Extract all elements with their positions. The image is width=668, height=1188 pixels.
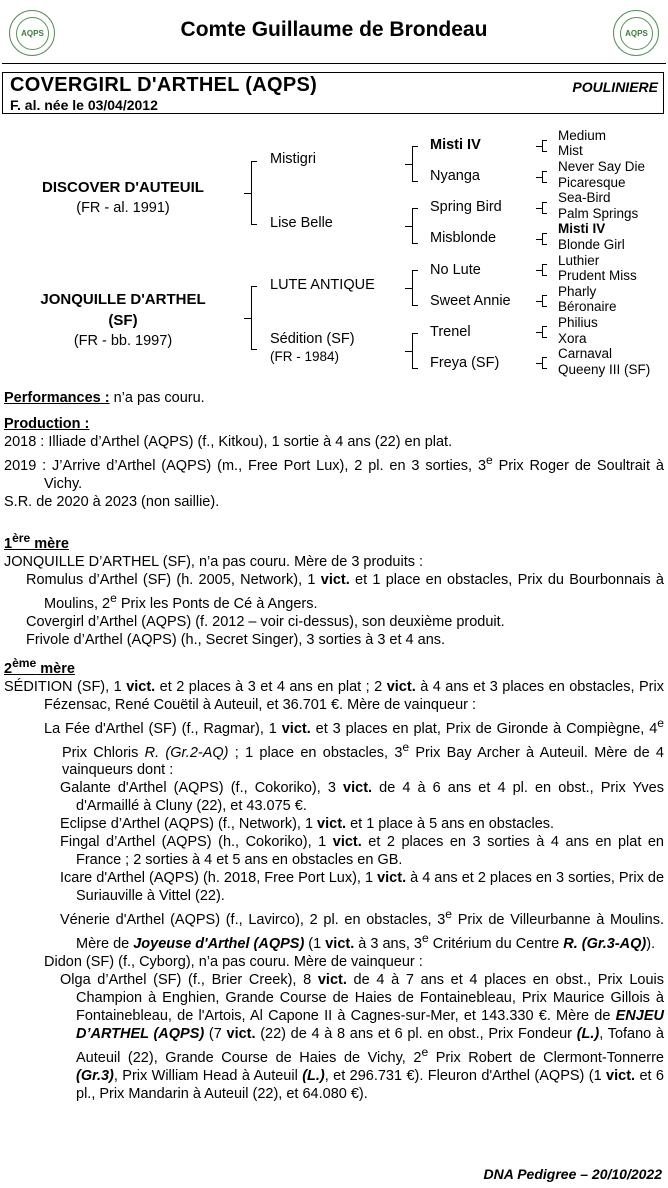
footer: DNA Pedigree – 20/10/2022 xyxy=(483,1166,662,1182)
gen4-name: Blonde Girl xyxy=(558,237,625,252)
gen2-sire-sire: Mistigri xyxy=(270,151,316,167)
gen4-name: Philius xyxy=(558,315,598,330)
text: , Tofano à Auteuil (22), Grande Course de Haies de Vichy, 2 xyxy=(76,1026,664,1066)
gen4-name: Sea-Bird xyxy=(558,190,611,205)
aqps-logo-left: AQPS xyxy=(9,10,55,56)
text: (7 xyxy=(204,1026,227,1043)
text: ). xyxy=(646,936,656,953)
production-sr: S.R. de 2020 à 2023 (non saillie). xyxy=(4,493,220,510)
bracket xyxy=(536,177,543,178)
race-grade: (L.) xyxy=(302,1067,325,1084)
text: et 1 place à 5 ans en obstacles. xyxy=(346,816,555,833)
text: et 1 place en obstacles, Prix du Bourbonnais à Moulins, 2 xyxy=(44,571,664,612)
gen4-name: Pharly xyxy=(558,284,597,299)
production-year: 2019 : xyxy=(4,457,47,474)
text: Romulus d’Arthel (SF) (h. 2005, Network), 1 xyxy=(26,571,321,588)
dam-breed: (SF) xyxy=(108,312,138,329)
gen2-dam-sire: LUTE ANTIQUE xyxy=(270,277,375,293)
sup: e xyxy=(486,453,493,467)
production-text: Prix Roger de Soultrait à Vichy. xyxy=(44,457,664,492)
gen4-name: Mist xyxy=(558,143,583,158)
first-dam-label xyxy=(4,531,69,552)
label-word: mère xyxy=(30,535,69,552)
gen4-name: Palm Springs xyxy=(558,206,639,221)
sup: e xyxy=(402,739,410,754)
text: et 2 places à 3 et 4 ans en plat ; 2 xyxy=(155,678,387,695)
text: La Fée d'Arthel (SF) (f., Ragmar), 1 xyxy=(44,720,282,737)
gen4-name: Misti IV xyxy=(558,221,606,236)
text: ; 1 place en obstacles, 3 xyxy=(228,744,403,761)
horse-name: COVERGIRL D'ARTHEL (AQPS) xyxy=(10,74,318,96)
vict: vict. xyxy=(332,834,362,851)
page-title: Comte Guillaume de Brondeau xyxy=(180,18,488,41)
bracket xyxy=(405,164,413,165)
bracket xyxy=(244,318,252,319)
produce-didon: Didon (SF) (f., Cyborg), n’a pas couru. Mère de vainqueur : xyxy=(44,954,423,971)
production-text: Illiade d’Arthel (AQPS) (f., Kitkou), 1 sortie à 4 ans (22) en plat. xyxy=(44,434,453,450)
race-grade: R. (Gr.3-AQ) xyxy=(563,936,647,953)
horse-ref: Joyeuse d'Arthel (AQPS) xyxy=(133,936,305,953)
sire-name: DISCOVER D'AUTEUIL xyxy=(42,179,204,196)
vict: vict. xyxy=(317,816,347,833)
vict: vict. xyxy=(377,870,407,887)
text: et 3 places en plat, Prix de Gironde à Compiègne, 4 xyxy=(310,720,658,737)
bracket xyxy=(536,301,543,302)
dam-info: (FR - bb. 1997) xyxy=(73,333,173,349)
sup: e xyxy=(421,1045,429,1060)
race-grade: (Gr.3) xyxy=(76,1067,114,1084)
vict: vict. xyxy=(317,972,347,989)
text: et 2 places en 3 sorties à 4 ans en plat en France ; 2 sorties à 4 et 5 ans en obstacles en GB. xyxy=(76,834,664,869)
vict: vict. xyxy=(281,720,311,737)
second-dam-label xyxy=(4,656,75,677)
gen3-name: Misblonde xyxy=(430,230,497,246)
gen2-sire-dam: Lise Belle xyxy=(270,215,333,231)
performances-section xyxy=(4,389,664,407)
horse-birth: F. al. née le 03/04/2012 xyxy=(10,97,158,113)
production-section xyxy=(4,415,664,511)
vict: vict. xyxy=(126,678,156,695)
text: Prix Robert de Clermont-Tonnerre xyxy=(428,1049,664,1066)
text: Critérium du Centre xyxy=(428,936,564,953)
dam-name: JONQUILLE D'ARTHEL xyxy=(40,291,206,308)
gen4-name: Medium xyxy=(558,128,607,143)
gen2-dam-dam-info: (FR - 1984) xyxy=(270,349,340,364)
text: de 4 à 7 ans et 4 places en obst., Prix Louis Champion à Enghien, Grande Course de Haies de Fontainebleau, Prix Maurice Gillois à Fontainebleau, de l'Artois, Al Capone II à Cagnes-sur-Mer, et 143.330 €. Mère de xyxy=(76,972,665,1025)
sup: ème xyxy=(12,656,37,670)
sup: e xyxy=(657,715,664,730)
text: Eclipse d’Arthel (AQPS) (f., Network), 1 xyxy=(60,816,318,833)
produce-frivole: Frivole d’Arthel (AQPS) (h., Secret Singer), 3 sorties à 3 et 4 ans. xyxy=(26,631,446,648)
gen4-name: Prudent Miss xyxy=(558,268,637,283)
gen3-name: Misti IV xyxy=(430,137,481,153)
gen4-name: Never Say Die xyxy=(558,159,646,174)
text: à 4 ans et 3 places en obstacles, Prix Fézensac, René Couëtil à Auteuil, et 36.701 €. Mère de vainqueur : xyxy=(44,678,664,713)
bracket xyxy=(536,239,543,240)
produce-covergirl: Covergirl d’Arthel (AQPS) (f. 2012 – voir ci-dessus), son deuxième produit. xyxy=(26,613,505,630)
first-dam-section xyxy=(4,529,664,649)
bracket xyxy=(536,363,543,364)
label-num: 2 xyxy=(4,660,13,677)
gen3-name: Trenel xyxy=(430,324,471,340)
sup: e xyxy=(110,590,117,605)
text: (1 xyxy=(304,936,326,953)
bracket xyxy=(244,193,252,194)
text: , Prix William Head à Auteuil xyxy=(113,1067,303,1084)
text: Icare d'Arthel (AQPS) (h. 2018, Free Port Lux), 1 xyxy=(60,870,378,887)
text: Prix de Villeurbanne à Moulins. Mère de xyxy=(76,912,664,953)
text: Vénerie d'Arthel (AQPS) (f., Lavirco), 2 pl. en obstacles, 3 xyxy=(60,912,446,929)
performances-text: n’a pas couru. xyxy=(109,390,205,406)
performances-label: Performances : xyxy=(4,390,110,406)
second-dam-section xyxy=(4,654,664,1103)
text: Fingal d’Arthel (AQPS) (h., Cokoriko), 1 xyxy=(60,834,333,851)
vict: vict. xyxy=(386,678,416,695)
race-grade: R. (Gr.2-AQ) xyxy=(144,744,229,761)
production-text: J’Arrive d’Arthel (AQPS) (m., Free Port Lux), 2 pl. en 3 sorties, 3 xyxy=(46,457,487,474)
label-word: mère xyxy=(36,660,75,677)
sire-info: (FR - al. 1991) xyxy=(76,200,170,216)
gen2-dam-dam: Sédition (SF) xyxy=(270,331,355,347)
text: de 4 à 6 ans et 4 pl. en obst., Prix Yves d'Armaillé à Cluny (22), et 43.075 €. xyxy=(76,780,664,815)
gen4-name: Queeny III (SF) xyxy=(558,362,651,377)
race-grade: (L.) xyxy=(576,1026,600,1043)
bracket xyxy=(536,332,543,333)
sup: e xyxy=(421,931,429,946)
vict: vict. xyxy=(325,936,355,953)
text: (22) de 4 à 8 ans et 6 pl. en obst., Prix Fondeur xyxy=(255,1026,577,1043)
gen4-name: Béronaire xyxy=(558,299,617,314)
gen4-name: Luthier xyxy=(558,253,600,268)
horse-status: POULINIERE xyxy=(572,79,658,95)
text: Prix Chloris xyxy=(62,744,145,761)
bracket xyxy=(536,146,543,147)
text: Olga d’Arthel (SF) (f., Brier Creek), 8 xyxy=(60,972,318,989)
bracket xyxy=(536,208,543,209)
gen3-name: Spring Bird xyxy=(430,199,502,215)
vict: vict. xyxy=(320,571,350,588)
gen4-name: Carnaval xyxy=(558,346,613,361)
sup: ère xyxy=(12,531,31,545)
label-num: 1 xyxy=(4,535,13,552)
text: à 3 ans, 3 xyxy=(354,936,422,953)
bracket xyxy=(405,351,413,352)
gen4-name: Picaresque xyxy=(558,175,626,190)
gen3-name: Nyanga xyxy=(430,168,480,184)
vict: vict. xyxy=(343,780,373,797)
sup: e xyxy=(445,907,452,922)
gen3-name: Freya (SF) xyxy=(430,355,500,371)
gen4-name: Xora xyxy=(558,331,587,346)
gen3-name: Sweet Annie xyxy=(430,293,511,309)
header-divider xyxy=(2,63,666,64)
production-label: Production : xyxy=(4,416,90,432)
text: SÉDITION (SF), 1 xyxy=(4,678,127,695)
vict: vict. xyxy=(606,1067,636,1084)
aqps-logo-right: AQPS xyxy=(613,10,659,56)
horse-ref: ENJEU D’ARTHEL (AQPS) xyxy=(76,1008,664,1043)
vict: vict. xyxy=(226,1026,256,1043)
text: Prix Bay Archer à Auteuil. Mère de 4 vainqueurs dont : xyxy=(62,744,664,779)
text: Galante d'Arthel (AQPS) (f., Cokoriko), 3 xyxy=(60,780,344,797)
text: et 6 pl., Prix Mandarin à Auteuil (22), et 64.080 €). xyxy=(76,1067,664,1102)
bracket xyxy=(536,270,543,271)
text: Prix les Ponts de Cé à Angers. xyxy=(116,595,318,612)
production-year: 2018 : xyxy=(4,434,45,450)
text: à 4 ans et 2 places en 3 sorties, Prix de Suriauville à Vittel (22). xyxy=(76,870,665,905)
bracket xyxy=(405,226,413,227)
text: , et 296.731 €). Fleuron d'Arthel (AQPS) (1 xyxy=(324,1067,607,1084)
gen3-name: No Lute xyxy=(430,262,481,278)
first-dam-intro: JONQUILLE D’ARTHEL (SF), n’a pas couru. Mère de 3 produits : xyxy=(4,553,424,570)
bracket xyxy=(405,288,413,289)
